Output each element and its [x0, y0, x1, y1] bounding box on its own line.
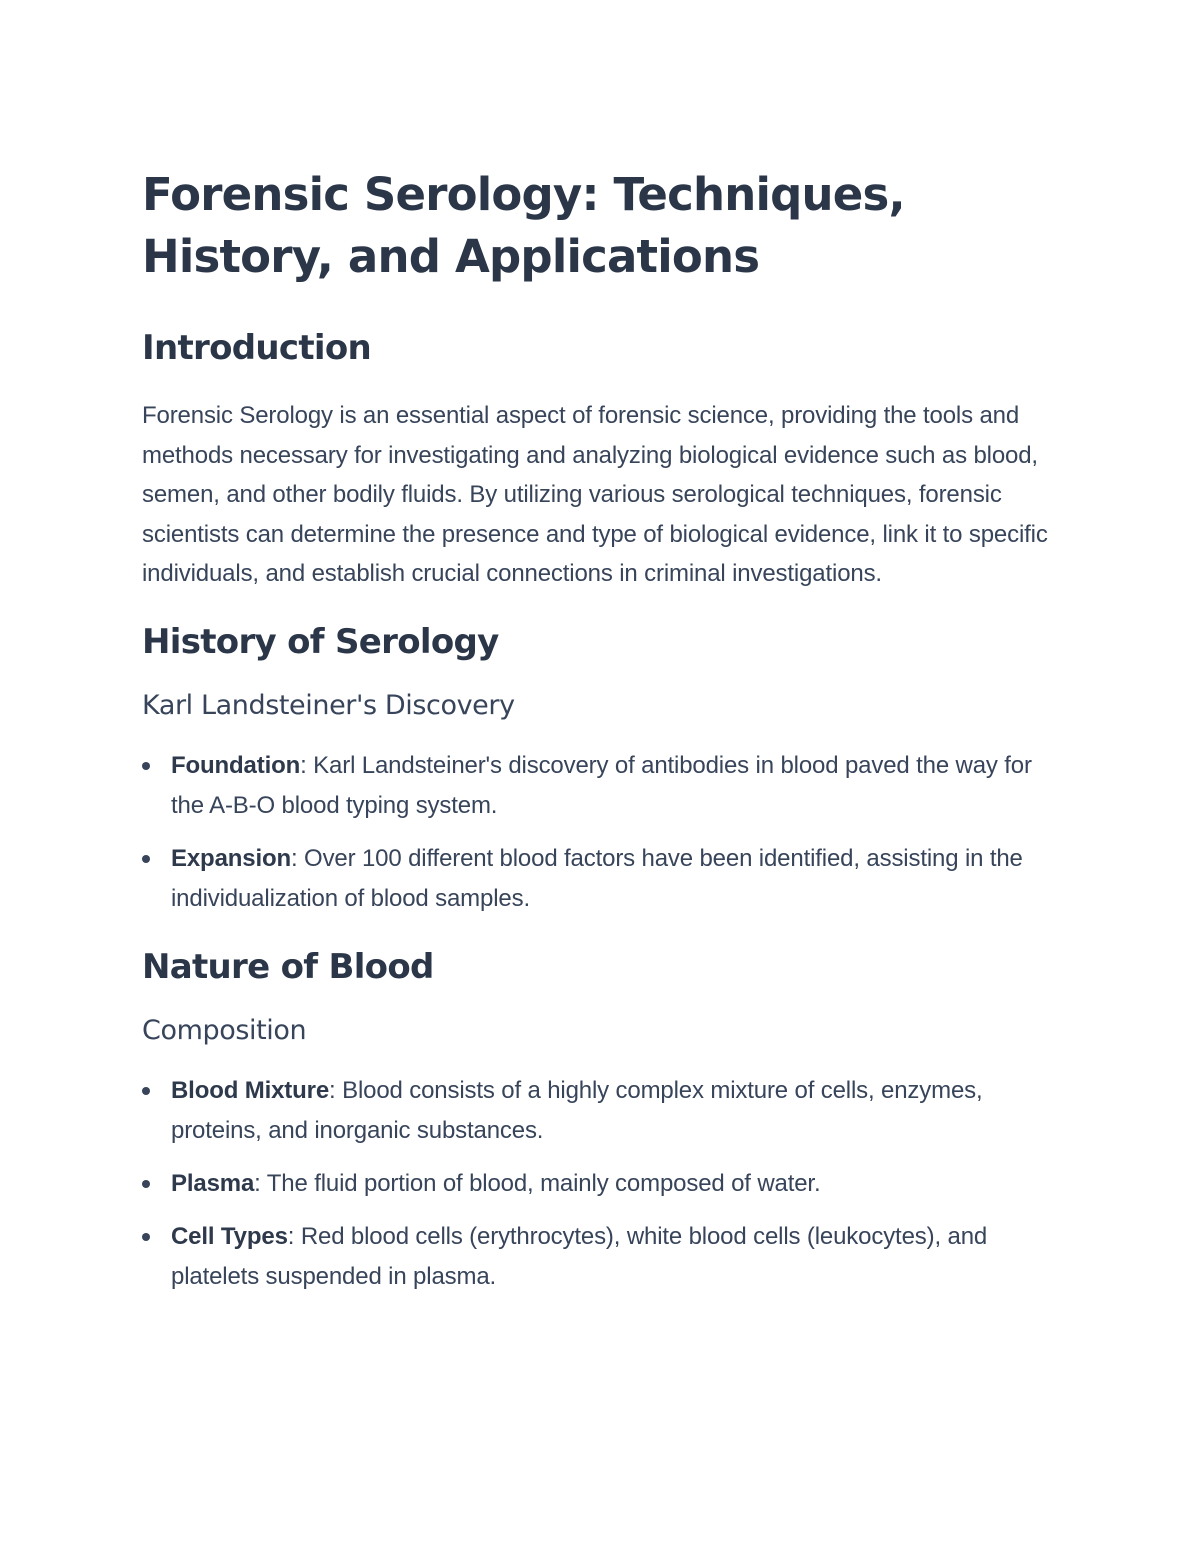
item-text: : Over 100 different blood factors have been identified, assisting in the individualization of blood samples.	[171, 844, 1023, 912]
item-label: Blood Mixture	[171, 1076, 330, 1104]
item-text: : Karl Landsteiner's discovery of antibodies in blood paved the way for the A-B-O blood typing system.	[171, 751, 1032, 819]
section-heading-nature-of-blood: Nature of Blood	[142, 946, 434, 987]
bullet-icon	[142, 1233, 150, 1241]
introduction-paragraph: Forensic Serology is an essential aspect of forensic science, providing the tools and methods necessary for investigating and analyzing biological evidence such as blood, semen, and other bodily fluids. By utilizing various serological techniques, forensic scientists can determine the presence and type of biological evidence, link it to specific individuals, and establish crucial connections in criminal investigations.	[142, 402, 1048, 588]
item-text: : Blood consists of a highly complex mixture of cells, enzymes, proteins, and inorganic substances.	[171, 1076, 983, 1144]
list-item-expansion	[142, 839, 1062, 919]
document-page	[142, 164, 1062, 1297]
subheading-landsteiner: Karl Landsteiner's Discovery	[142, 689, 515, 721]
list-item-plasma	[142, 1164, 1062, 1204]
list-item-cell-types	[142, 1217, 1062, 1297]
bullet-icon	[142, 855, 150, 863]
document-title: Forensic Serology: Techniques, History, and Applications	[142, 168, 905, 283]
bullet-icon	[142, 1087, 150, 1095]
item-label: Foundation	[171, 751, 301, 779]
item-label: Cell Types	[171, 1222, 288, 1250]
section-heading-history: History of Serology	[142, 621, 499, 662]
item-text: : The fluid portion of blood, mainly composed of water.	[254, 1169, 821, 1197]
list-item-blood-mixture	[142, 1071, 1062, 1151]
history-list	[142, 746, 1062, 919]
item-label: Plasma	[171, 1169, 255, 1197]
bullet-icon	[142, 1180, 150, 1188]
section-heading-introduction: Introduction	[142, 328, 372, 368]
item-text: : Red blood cells (erythrocytes), white blood cells (leukocytes), and platelets suspended in plasma.	[171, 1222, 988, 1290]
subheading-composition: Composition	[142, 1014, 307, 1046]
composition-list	[142, 1071, 1062, 1297]
item-label: Expansion	[171, 844, 292, 872]
bullet-icon	[142, 762, 150, 770]
list-item-foundation	[142, 746, 1062, 826]
